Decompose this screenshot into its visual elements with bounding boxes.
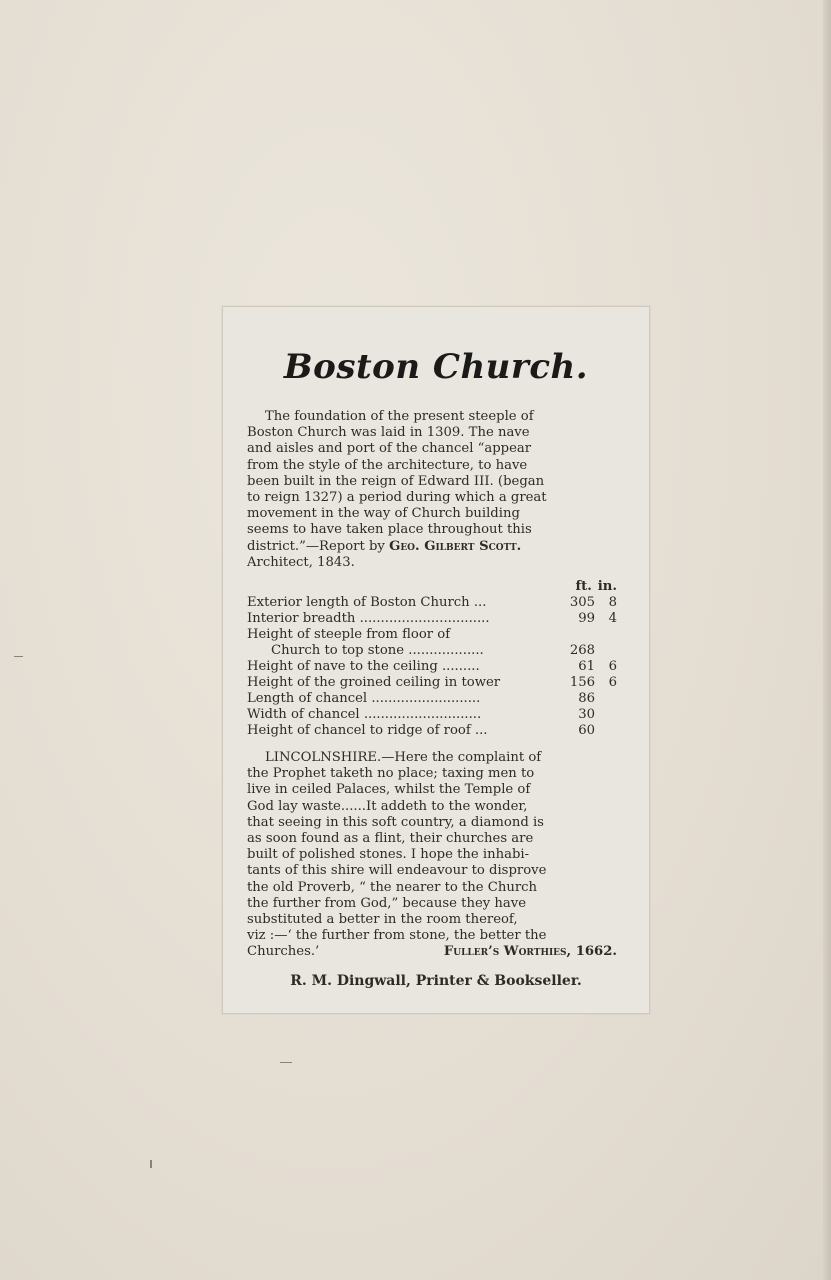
report-by: district.”—Report by xyxy=(247,538,385,554)
quote-line: substituted a better in the room thereof, xyxy=(247,912,518,928)
row-label: Height of nave to the ceiling ......... xyxy=(247,659,480,674)
row-label: Interior breadth ............................... xyxy=(247,611,490,626)
row-in: 6 xyxy=(608,675,617,690)
table-row xyxy=(247,707,617,723)
header-ft: ft. xyxy=(575,579,592,594)
row-label: Height of the groined ceiling in tower xyxy=(247,675,501,690)
row-ft: 61 xyxy=(578,659,595,674)
row-ft: 60 xyxy=(578,723,595,738)
header-in: in. xyxy=(597,579,617,594)
quote-line: the further from God,” because they have xyxy=(247,895,527,911)
intro-line: from the style of the architecture, to have xyxy=(247,457,528,473)
quote-line: built of polished stones. I hope the inhabi- xyxy=(247,847,530,863)
table-row xyxy=(247,611,617,627)
intro-line: been built in the reign of Edward III. (began xyxy=(247,473,545,489)
quote-line: as soon found as a flint, their churches are xyxy=(247,831,534,847)
row-in xyxy=(595,691,617,707)
row-in xyxy=(595,643,617,659)
table-row xyxy=(247,675,617,691)
quote-line: live in ceiled Palaces, whilst the Temple of xyxy=(247,782,531,798)
intro-line: movement in the way of Church building xyxy=(247,506,520,522)
row-in xyxy=(595,723,617,739)
paper-speck xyxy=(14,656,23,657)
quote-line xyxy=(247,944,617,960)
table-row xyxy=(247,595,617,611)
row-ft: 99 xyxy=(578,611,595,626)
row-ft: 30 xyxy=(578,707,595,722)
quote-paragraph xyxy=(247,750,617,961)
mount-edge xyxy=(823,0,831,1280)
row-label: Length of chancel .......................... xyxy=(247,691,481,706)
paper-speck xyxy=(280,1062,292,1063)
quote-line: God lay waste......It addeth to the wonder, xyxy=(247,798,528,814)
row-label: Width of chancel ............................ xyxy=(247,707,482,722)
row-in: 6 xyxy=(608,659,617,674)
row-in: 8 xyxy=(608,595,617,610)
row-ft: 156 xyxy=(569,675,595,690)
quote-line: viz :—‘ the further from stone, the better the xyxy=(247,928,547,944)
table-row xyxy=(247,723,617,739)
intro-line: to reign 1327) a period during which a great xyxy=(247,490,547,506)
table-header xyxy=(247,579,617,595)
row-ft xyxy=(565,627,595,643)
quote-line: the old Proverb, “ the nearer to the Church xyxy=(247,879,538,895)
intro-paragraph xyxy=(247,409,617,571)
quote-line: the Prophet taketh no place; taxing men to xyxy=(247,766,535,782)
paper-speck xyxy=(150,1160,152,1168)
table-row xyxy=(247,643,617,659)
intro-author: Geo. Gilbert Scott. xyxy=(389,538,522,554)
intro-line: Architect, 1843. xyxy=(247,554,355,570)
row-ft: 268 xyxy=(569,643,595,658)
card-title: Boston Church. xyxy=(283,347,589,387)
row-ft: 305 xyxy=(569,595,595,610)
quote-last: Churches.’ xyxy=(247,944,320,960)
quote-line: LINCOLNSHIRE.—Here the complaint of xyxy=(265,750,542,765)
intro-line: and aisles and port of the chancel “appear xyxy=(247,441,532,457)
quote-line: that seeing in this soft country, a diamond is xyxy=(247,814,544,830)
row-in xyxy=(595,707,617,723)
row-in xyxy=(595,627,617,643)
intro-line: seems to have taken place throughout this xyxy=(247,522,532,538)
printed-card xyxy=(222,306,650,1014)
row-in: 4 xyxy=(608,611,617,626)
intro-line: The foundation of the present steeple of xyxy=(265,409,534,424)
quote-citation: Fuller’s Worthies, 1662. xyxy=(443,944,617,960)
intro-line: Boston Church was laid in 1309. The nave xyxy=(247,425,530,441)
table-row xyxy=(247,659,617,675)
row-label: Height of steeple from floor of xyxy=(247,627,451,642)
measurements-table xyxy=(247,579,617,739)
row-label: Church to top stone .................. xyxy=(271,643,484,658)
table-row xyxy=(247,691,617,707)
row-ft: 86 xyxy=(578,691,595,706)
table-row xyxy=(247,627,617,643)
row-label: Exterior length of Boston Church ... xyxy=(247,595,487,610)
intro-line xyxy=(247,539,617,555)
row-label: Height of chancel to ridge of roof ... xyxy=(247,723,488,738)
printer-imprint: R. M. Dingwall, Printer & Bookseller. xyxy=(290,973,582,989)
quote-line: tants of this shire will endeavour to disprove xyxy=(247,863,547,879)
